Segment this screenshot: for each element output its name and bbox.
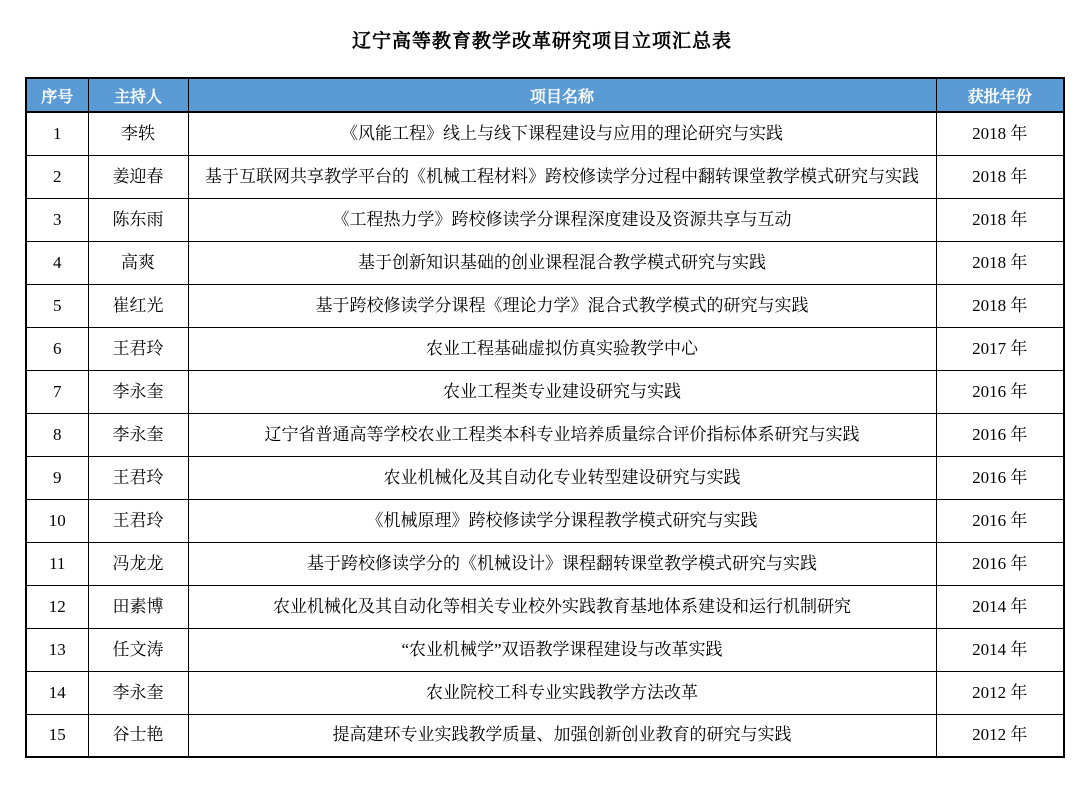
- table-row: [26, 456, 1064, 499]
- row-project-name: 基于互联网共享教学平台的《机械工程材料》跨校修读学分过程中翻转课堂教学模式研究与实践: [188, 155, 936, 198]
- row-host-name: 姜迎春: [88, 155, 188, 198]
- row-approval-year: 2018 年: [936, 112, 1064, 155]
- row-project-name: 农业机械化及其自动化专业转型建设研究与实践: [188, 456, 936, 499]
- row-approval-year: 2016 年: [936, 413, 1064, 456]
- header-serial-number: 序号: [26, 78, 88, 112]
- row-serial-number: 8: [26, 413, 88, 456]
- header-approval-year: 获批年份: [936, 78, 1064, 112]
- row-host-name: 李永奎: [88, 671, 188, 714]
- row-host-name: 高爽: [88, 241, 188, 284]
- table-row: [26, 413, 1064, 456]
- row-serial-number: 4: [26, 241, 88, 284]
- row-approval-year: 2018 年: [936, 155, 1064, 198]
- row-approval-year: 2016 年: [936, 456, 1064, 499]
- header-host: 主持人: [88, 78, 188, 112]
- table-row: [26, 327, 1064, 370]
- row-host-name: 田素博: [88, 585, 188, 628]
- row-approval-year: 2017 年: [936, 327, 1064, 370]
- row-serial-number: 12: [26, 585, 88, 628]
- table-row: [26, 671, 1064, 714]
- row-project-name: 《机械原理》跨校修读学分课程教学模式研究与实践: [188, 499, 936, 542]
- table-row: [26, 241, 1064, 284]
- row-approval-year: 2018 年: [936, 284, 1064, 327]
- row-project-name: 农业机械化及其自动化等相关专业校外实践教育基地体系建设和运行机制研究: [188, 585, 936, 628]
- table-row: [26, 585, 1064, 628]
- header-project-name: 项目名称: [188, 78, 936, 112]
- row-project-name: 基于跨校修读学分的《机械设计》课程翻转课堂教学模式研究与实践: [188, 542, 936, 585]
- row-host-name: 冯龙龙: [88, 542, 188, 585]
- header-row: [26, 78, 1064, 112]
- row-host-name: 陈东雨: [88, 198, 188, 241]
- table-row: [26, 155, 1064, 198]
- row-serial-number: 7: [26, 370, 88, 413]
- row-serial-number: 10: [26, 499, 88, 542]
- row-approval-year: 2014 年: [936, 628, 1064, 671]
- row-project-name: “农业机械学”双语教学课程建设与改革实践: [188, 628, 936, 671]
- page-title: 辽宁高等教育教学改革研究项目立项汇总表: [351, 31, 732, 52]
- row-approval-year: 2016 年: [936, 542, 1064, 585]
- row-project-name: 《工程热力学》跨校修读学分课程深度建设及资源共享与互动: [188, 198, 936, 241]
- row-project-name: 《风能工程》线上与线下课程建设与应用的理论研究与实践: [188, 112, 936, 155]
- row-serial-number: 15: [26, 714, 88, 757]
- row-approval-year: 2012 年: [936, 671, 1064, 714]
- row-host-name: 李永奎: [88, 370, 188, 413]
- row-serial-number: 6: [26, 327, 88, 370]
- row-approval-year: 2018 年: [936, 198, 1064, 241]
- row-project-name: 农业工程类专业建设研究与实践: [188, 370, 936, 413]
- table-row: [26, 714, 1064, 757]
- row-host-name: 王君玲: [88, 499, 188, 542]
- table-row: [26, 112, 1064, 155]
- row-serial-number: 2: [26, 155, 88, 198]
- row-approval-year: 2016 年: [936, 499, 1064, 542]
- row-serial-number: 3: [26, 198, 88, 241]
- row-host-name: 谷士艳: [88, 714, 188, 757]
- row-project-name: 基于创新知识基础的创业课程混合教学模式研究与实践: [188, 241, 936, 284]
- table-row: [26, 542, 1064, 585]
- table-body: [26, 112, 1064, 757]
- row-approval-year: 2014 年: [936, 585, 1064, 628]
- row-host-name: 李永奎: [88, 413, 188, 456]
- row-project-name: 提高建环专业实践教学质量、加强创新创业教育的研究与实践: [188, 714, 936, 757]
- row-host-name: 任文涛: [88, 628, 188, 671]
- row-project-name: 辽宁省普通高等学校农业工程类本科专业培养质量综合评价指标体系研究与实践: [188, 413, 936, 456]
- row-serial-number: 1: [26, 112, 88, 155]
- row-serial-number: 5: [26, 284, 88, 327]
- row-project-name: 基于跨校修读学分课程《理论力学》混合式教学模式的研究与实践: [188, 284, 936, 327]
- row-host-name: 崔红光: [88, 284, 188, 327]
- table-row: [26, 370, 1064, 413]
- table-header: [26, 78, 1064, 112]
- row-serial-number: 11: [26, 542, 88, 585]
- row-serial-number: 13: [26, 628, 88, 671]
- table-row: [26, 284, 1064, 327]
- projects-table: [25, 77, 1065, 758]
- row-serial-number: 9: [26, 456, 88, 499]
- row-host-name: 王君玲: [88, 327, 188, 370]
- row-project-name: 农业工程基础虚拟仿真实验教学中心: [188, 327, 936, 370]
- row-project-name: 农业院校工科专业实践教学方法改革: [188, 671, 936, 714]
- row-approval-year: 2018 年: [936, 241, 1064, 284]
- row-host-name: 李轶: [88, 112, 188, 155]
- table-row: [26, 628, 1064, 671]
- table-row: [26, 499, 1064, 542]
- table-row: [26, 198, 1064, 241]
- row-approval-year: 2016 年: [936, 370, 1064, 413]
- row-host-name: 王君玲: [88, 456, 188, 499]
- row-approval-year: 2012 年: [936, 714, 1064, 757]
- row-serial-number: 14: [26, 671, 88, 714]
